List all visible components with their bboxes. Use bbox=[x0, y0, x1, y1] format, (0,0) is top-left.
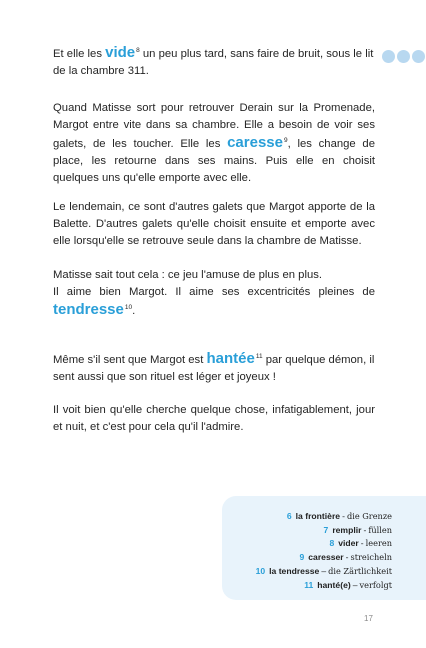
glossary-french: caresser bbox=[308, 552, 344, 563]
text-run: un peu plus tard, sans faire de bruit, sous le lit de la chambre 311. bbox=[53, 48, 374, 77]
footnote-ref: 8 bbox=[136, 47, 140, 55]
glossary-german: die Grenze bbox=[346, 511, 392, 521]
glossary-row bbox=[256, 510, 392, 524]
keyword-caresse: caresse bbox=[227, 134, 283, 151]
glossary-separator: - bbox=[363, 524, 367, 535]
text-run: par quelque démon, il sent aussi que son rituel est léger et joyeux ! bbox=[53, 354, 375, 383]
glossary-german: leeren bbox=[365, 538, 392, 549]
glossary-number: 7 bbox=[323, 524, 329, 535]
glossary-german: füllen bbox=[368, 524, 392, 535]
glossary-row bbox=[256, 551, 392, 565]
text-run: Même s'il sent que Margot est bbox=[53, 354, 207, 366]
glossary-box bbox=[222, 496, 426, 600]
glossary-row bbox=[256, 524, 392, 538]
page-number: 17 bbox=[364, 614, 373, 623]
text-run: Quand Matisse sort pour retrouver Derain sur la Promenade, Margot entre vite dans sa chambre. Elle a besoin de voir ses galets, de les toucher. Elle les bbox=[53, 102, 375, 150]
paragraph-4 bbox=[53, 267, 375, 320]
dot-icon bbox=[382, 50, 395, 63]
paragraph-6 bbox=[53, 402, 375, 436]
text-run: Le lendemain, ce sont d'autres galets que Margot apporte de la Balette. D'autres galets qu'elle choisit ensuite et emporte avec elle lorsqu'elle se retrouve seule dans la chambre de Matisse. bbox=[53, 201, 375, 247]
glossary-separator: - bbox=[345, 552, 349, 563]
paragraph-5 bbox=[53, 350, 375, 386]
glossary-french: la frontière bbox=[295, 511, 341, 521]
glossary-row bbox=[256, 579, 392, 593]
glossary-number: 6 bbox=[286, 511, 292, 521]
footnote-ref: 10 bbox=[124, 304, 133, 312]
glossary-german: verfolgt bbox=[359, 579, 392, 590]
glossary-row bbox=[256, 537, 392, 551]
glossary-french: la tendresse bbox=[269, 565, 320, 576]
footnote-ref: 11 bbox=[255, 353, 263, 361]
paragraph-3 bbox=[53, 199, 375, 250]
decorative-dots bbox=[382, 50, 426, 64]
text-run: Il aime bien Margot. Il aime ses excentricités pleines de bbox=[53, 286, 375, 298]
glossary-number: 9 bbox=[299, 552, 305, 563]
dot-icon bbox=[412, 50, 425, 63]
glossary-list bbox=[256, 510, 392, 592]
glossary-number: 11 bbox=[304, 579, 314, 590]
glossary-french: remplir bbox=[332, 524, 362, 535]
glossary-row bbox=[256, 565, 392, 579]
text-run: Matisse sait tout cela : ce jeu l'amuse de plus en plus. bbox=[53, 269, 323, 281]
text-run: Et elle les bbox=[53, 48, 106, 60]
keyword-hantee: hantée bbox=[206, 350, 255, 367]
dot-icon bbox=[397, 50, 410, 63]
footnote-ref: 9 bbox=[284, 137, 288, 145]
paragraph-2 bbox=[53, 100, 375, 187]
glossary-french: hanté(e) bbox=[317, 579, 351, 590]
paragraph-1 bbox=[53, 44, 375, 80]
text-run: , les change de place, les retourne dans ses mains. Puis elle en choisit quelques uns qu'elle emporte avec elle. bbox=[53, 138, 375, 184]
text-run: Il voit bien qu'elle cherche quelque chose, infatigablement, jour et nuit, et c'est pour cela qu'il l'admire. bbox=[53, 404, 375, 433]
glossary-separator: – bbox=[321, 565, 327, 576]
keyword-vide: vide bbox=[105, 44, 136, 61]
glossary-german: streicheln bbox=[350, 552, 392, 563]
glossary-number: 10 bbox=[255, 565, 266, 576]
text-run: . bbox=[132, 305, 136, 317]
glossary-french: vider bbox=[338, 538, 359, 549]
glossary-separator: – bbox=[352, 579, 358, 590]
glossary-number: 8 bbox=[329, 538, 335, 549]
glossary-separator: - bbox=[342, 511, 345, 521]
glossary-german: die Zärtlichkeit bbox=[328, 565, 392, 576]
keyword-tendresse: tendresse bbox=[53, 301, 124, 318]
glossary-separator: - bbox=[360, 538, 364, 549]
